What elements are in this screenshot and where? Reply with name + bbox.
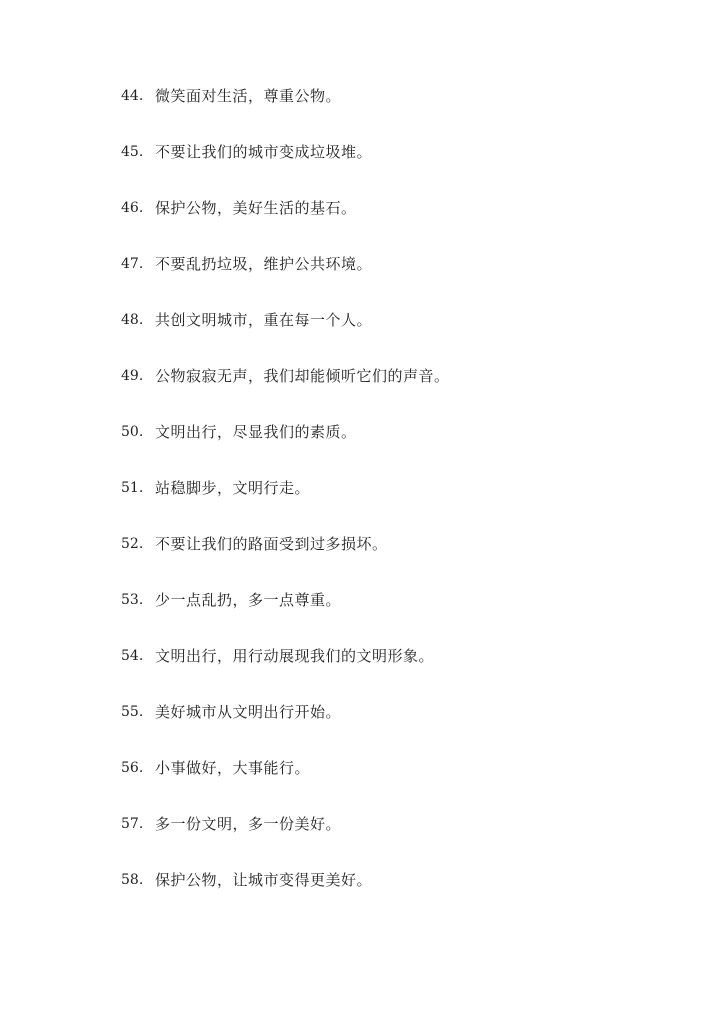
- item-number: 54.: [121, 648, 144, 664]
- item-number: 55.: [121, 704, 144, 720]
- item-text: 保护公物，美好生活的基石。: [155, 199, 357, 217]
- list-item: [121, 310, 681, 366]
- item-text: 站稳脚步，文明行走。: [155, 479, 311, 497]
- item-text: 不要乱扔垃圾，维护公共环境。: [155, 255, 373, 273]
- item-number: 46.: [121, 200, 144, 216]
- list-item: [121, 758, 681, 814]
- item-text: 少一点乱扔，多一点尊重。: [155, 591, 342, 609]
- list-item: [121, 254, 681, 310]
- list-item: [121, 422, 681, 478]
- item-number: 47.: [121, 256, 144, 272]
- item-number: 45.: [121, 144, 144, 160]
- list-item: [121, 814, 681, 870]
- item-text: 不要让我们的路面受到过多损坏。: [155, 535, 388, 553]
- list-item: [121, 870, 681, 926]
- item-text: 共创文明城市，重在每一个人。: [155, 311, 373, 329]
- item-number: 56.: [121, 760, 144, 776]
- item-text: 文明出行，尽显我们的素质。: [155, 423, 357, 441]
- list-item: [121, 142, 681, 198]
- item-number: 50.: [121, 424, 144, 440]
- item-text: 不要让我们的城市变成垃圾堆。: [155, 143, 373, 161]
- item-text: 小事做好，大事能行。: [155, 759, 311, 777]
- list-item: [121, 702, 681, 758]
- slogan-list: [121, 86, 681, 926]
- item-number: 57.: [121, 816, 144, 832]
- item-number: 44.: [121, 88, 144, 104]
- item-text: 美好城市从文明出行开始。: [155, 703, 342, 721]
- item-number: 48.: [121, 312, 144, 328]
- list-item: [121, 366, 681, 422]
- list-item: [121, 646, 681, 702]
- item-number: 58.: [121, 872, 144, 888]
- list-item: [121, 478, 681, 534]
- item-number: 53.: [121, 592, 144, 608]
- item-number: 51.: [121, 480, 144, 496]
- list-item: [121, 198, 681, 254]
- item-text: 公物寂寂无声，我们却能倾听它们的声音。: [155, 367, 450, 385]
- item-text: 文明出行，用行动展现我们的文明形象。: [155, 647, 435, 665]
- item-text: 多一份文明，多一份美好。: [155, 815, 342, 833]
- item-text: 保护公物，让城市变得更美好。: [155, 871, 373, 889]
- item-number: 49.: [121, 368, 144, 384]
- item-text: 微笑面对生活，尊重公物。: [155, 87, 342, 105]
- list-item: [121, 590, 681, 646]
- item-number: 52.: [121, 536, 144, 552]
- list-item: [121, 86, 681, 142]
- list-item: [121, 534, 681, 590]
